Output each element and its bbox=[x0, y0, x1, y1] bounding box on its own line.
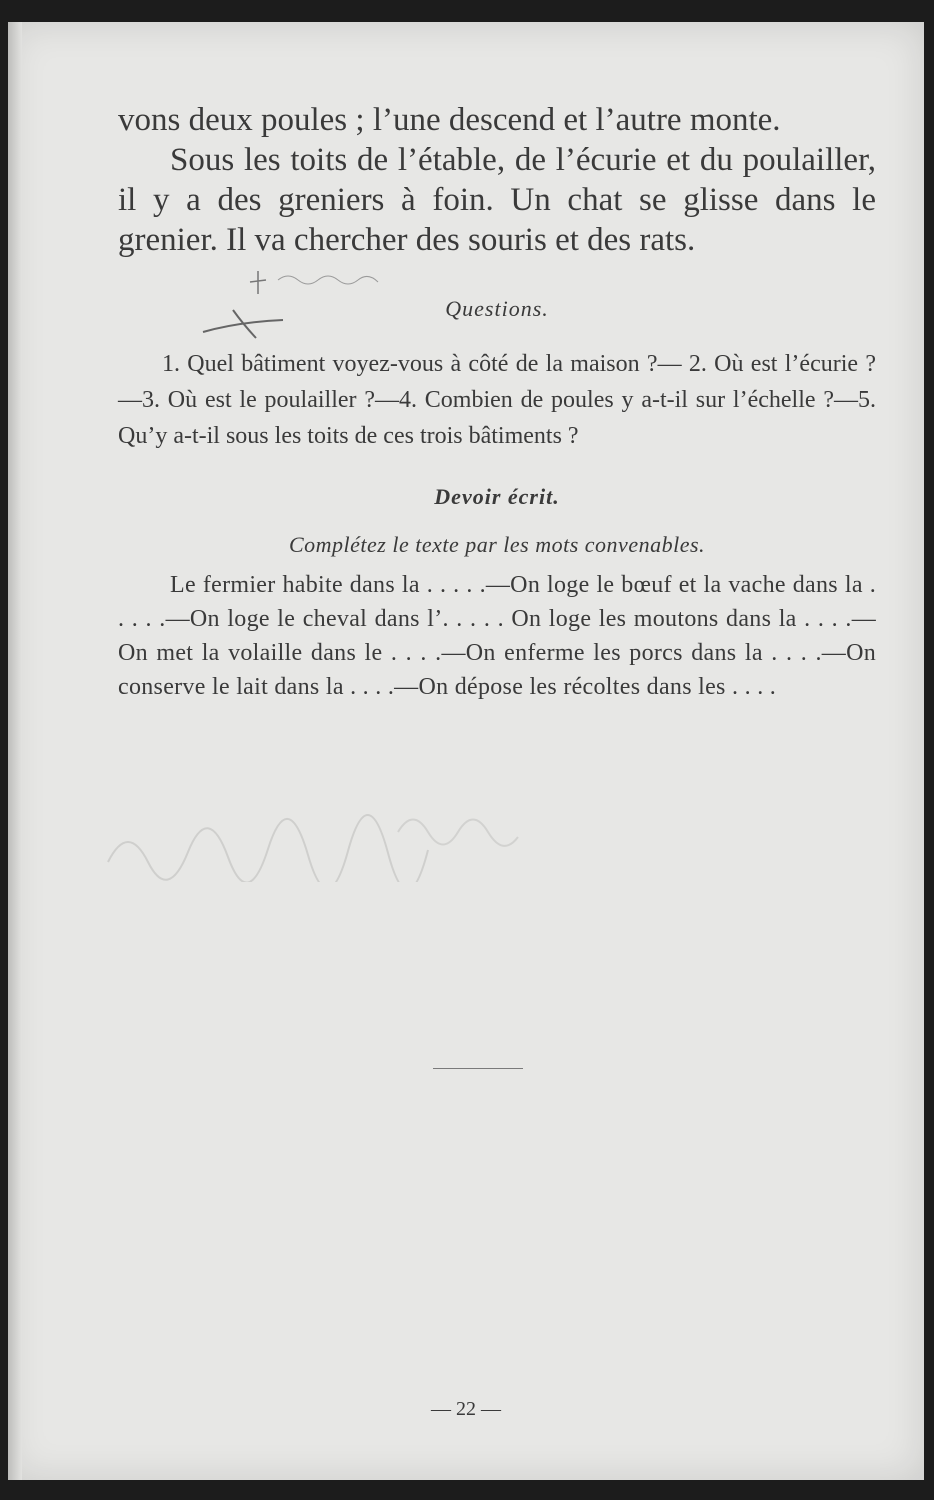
book-page bbox=[8, 22, 924, 1480]
page-number: — 22 — bbox=[431, 1398, 501, 1420]
bleed-through-handwriting bbox=[98, 792, 738, 882]
page-spine-shadow bbox=[8, 22, 22, 1480]
reading-paragraph-2: Sous les toits de l’étable, de l’écurie et du poulailler, il y a des greniers à foin. Un chat se glisse dans le grenier. Il va chercher des souris et des rats. bbox=[118, 142, 876, 258]
reading-passage bbox=[118, 100, 876, 260]
devoir-exercise-text: Le fermier habite dans la . . . . .—On loge le bœuf et la vache dans la . . . . .—On loge le cheval dans l’. . . . . On loge les moutons dans la . . . .—On met la volaille dans le . . . .—On enferme les porcs dans la . . . .—On conserve le lait dans la . . . .—On dépose les récoltes dans les . . . . bbox=[118, 572, 876, 700]
section-divider bbox=[433, 1068, 523, 1069]
devoir-heading: Devoir écrit. bbox=[434, 484, 560, 509]
reading-line-1: vons deux poules ; l’une descend et l’autre monte. bbox=[118, 102, 781, 138]
devoir-instruction: Complétez le texte par les mots convenables. bbox=[288, 532, 706, 557]
page-text bbox=[118, 100, 876, 704]
questions-text: 1. Quel bâtiment voyez-vous à côté de la maison ?— 2. Où est l’écurie ?—3. Où est le poulailler ?—4. Combien de poules y a-t-il sur l’échelle ?—5. Qu’y a-t-il sous les toits de ces trois bâtiments ? bbox=[118, 351, 876, 449]
questions-heading: Questions. bbox=[445, 296, 549, 321]
